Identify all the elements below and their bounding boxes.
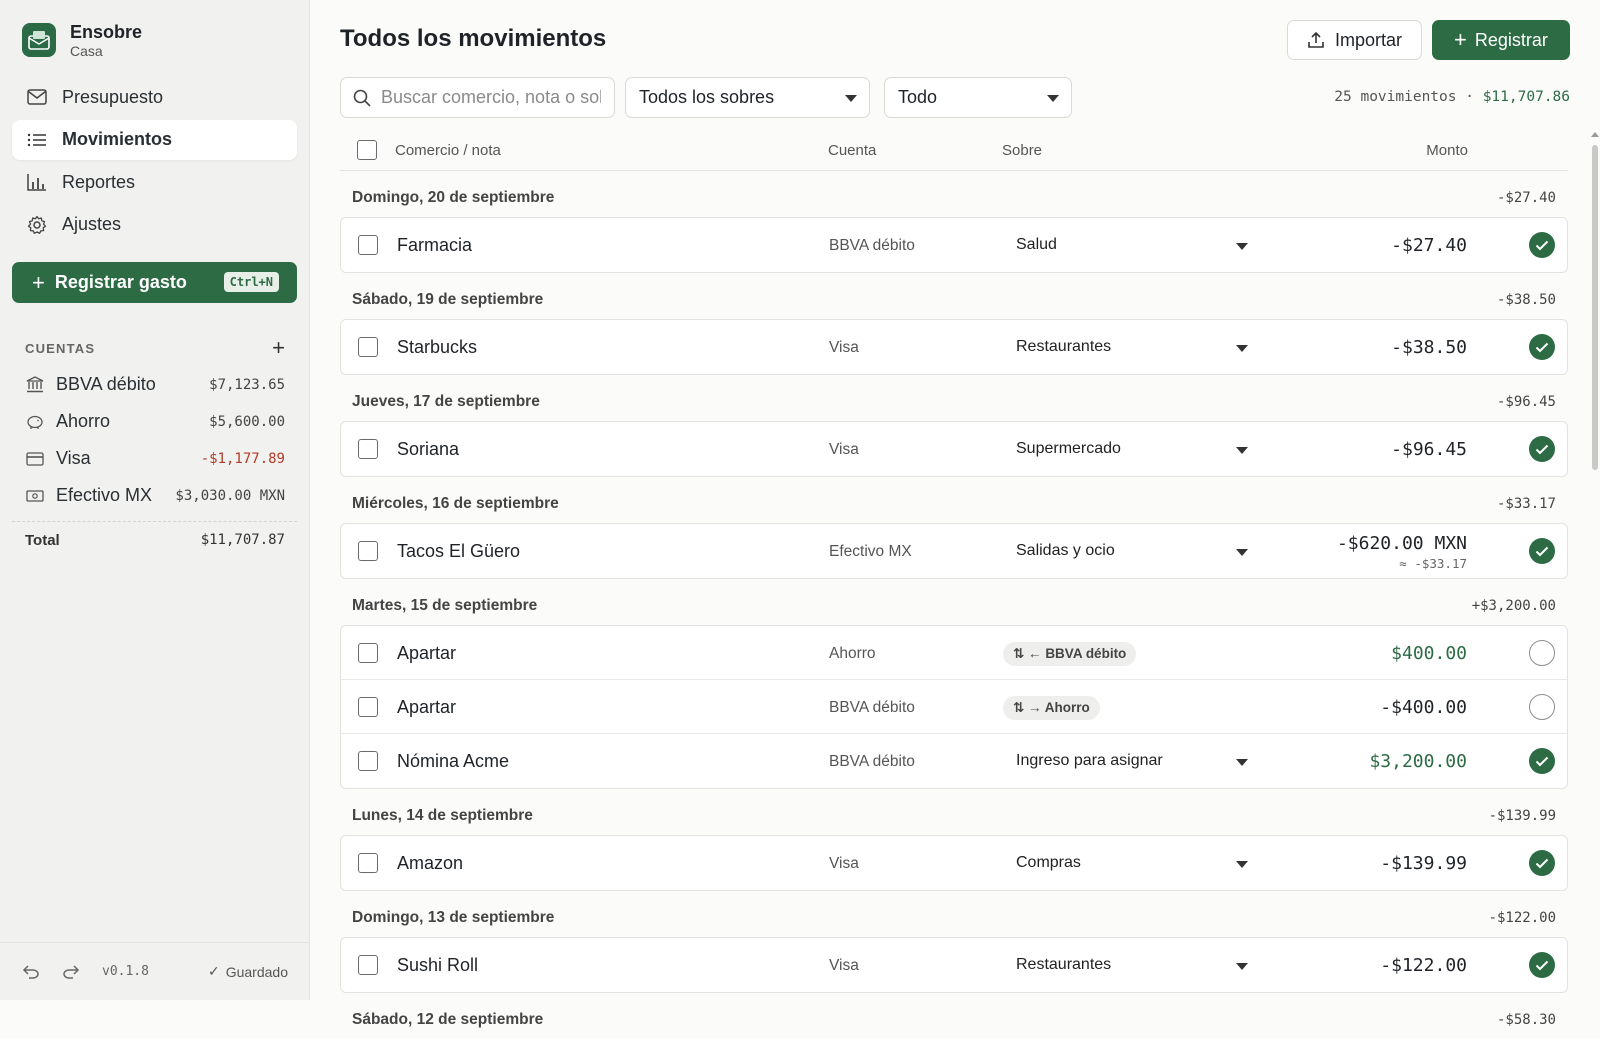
add-account-button[interactable]: + <box>272 335 285 360</box>
date-group-header <box>340 993 1568 1039</box>
gear-icon <box>26 214 48 236</box>
column-amount[interactable]: Monto <box>1426 142 1468 159</box>
group-date: Sábado, 19 de septiembre <box>352 291 544 308</box>
row-checkbox[interactable] <box>358 541 378 561</box>
transfer-badge: ⇅ ← BBVA débito <box>1003 642 1136 666</box>
account-name: Ahorro <box>56 411 111 431</box>
plus-icon: + <box>1454 27 1467 52</box>
nav-label: Presupuesto <box>62 86 164 107</box>
group-date: Sábado, 12 de septiembre <box>352 1011 544 1028</box>
transaction-amount <box>1391 439 1467 460</box>
envelope-value: Restaurantes <box>1016 338 1112 355</box>
type-filter-value: Todo <box>898 87 938 107</box>
amount-value: -$620.00 MXN <box>1336 533 1467 554</box>
envelope-select[interactable] <box>1016 956 1252 978</box>
accounts-header <box>25 337 285 359</box>
date-group-header <box>340 891 1568 937</box>
register-button[interactable] <box>1432 20 1570 60</box>
transaction-row[interactable] <box>341 734 1567 788</box>
workspace-name: Casa <box>70 42 103 59</box>
transaction-groups <box>340 171 1568 1039</box>
envelope-value: Salidas y ocio <box>1016 542 1115 559</box>
transaction-amount <box>1391 235 1467 256</box>
chevron-down-icon <box>1236 549 1248 556</box>
transaction-card <box>340 523 1568 579</box>
group-total: -$58.30 <box>1496 1012 1556 1028</box>
transaction-card <box>340 319 1568 375</box>
merchant-name: Soriana <box>397 439 460 459</box>
results-summary <box>1334 89 1570 105</box>
chevron-down-icon <box>845 95 857 102</box>
scrollbar-thumb[interactable] <box>1592 145 1598 470</box>
transfer-badge: ⇅ → Ahorro <box>1003 696 1100 720</box>
chevron-down-icon <box>1236 345 1248 352</box>
account-name: Visa <box>829 441 859 458</box>
envelope-select[interactable] <box>1016 236 1252 258</box>
account-name: Visa <box>829 855 859 872</box>
account-item-visa[interactable] <box>25 440 285 477</box>
row-checkbox[interactable] <box>358 235 378 255</box>
transaction-row[interactable] <box>341 422 1567 476</box>
cleared-check-icon[interactable] <box>1529 232 1555 258</box>
import-label: Importar <box>1334 29 1403 50</box>
version-label: v0.1.8 <box>102 964 149 979</box>
date-group-header <box>340 375 1568 421</box>
envelope-filter-select[interactable] <box>625 77 870 118</box>
accounts-heading: CUENTAS <box>25 340 96 356</box>
select-all-checkbox[interactable] <box>357 140 377 160</box>
nav-item-reportes[interactable] <box>12 162 297 202</box>
merchant-name: Starbucks <box>397 337 478 357</box>
cash-icon <box>25 490 45 502</box>
date-group-header <box>340 171 1568 217</box>
nav-item-ajustes[interactable] <box>12 205 297 245</box>
date-group-header <box>340 273 1568 319</box>
chevron-down-icon <box>1236 861 1248 868</box>
nav-item-movimientos[interactable] <box>12 120 297 160</box>
type-filter-select[interactable] <box>884 77 1072 118</box>
results-count: 25 movimientos · <box>1334 89 1483 105</box>
amount-value: -$38.50 <box>1391 337 1467 358</box>
envelope-value: Compras <box>1016 854 1081 871</box>
transaction-row[interactable] <box>341 524 1567 578</box>
main-nav <box>12 77 297 247</box>
date-group-header <box>340 789 1568 835</box>
saved-label: Guardado <box>225 963 288 980</box>
envelope-logo-icon <box>22 23 56 57</box>
account-name: Ahorro <box>829 645 876 662</box>
transaction-row[interactable] <box>341 680 1567 734</box>
chevron-down-icon <box>1236 963 1248 970</box>
row-checkbox[interactable] <box>358 439 378 459</box>
plus-icon: + <box>32 269 45 295</box>
account-name: BBVA débito <box>829 753 915 770</box>
transaction-amount <box>1391 643 1467 664</box>
transaction-card <box>340 625 1568 789</box>
sidebar-footer <box>0 942 310 1000</box>
cleared-check-icon[interactable] <box>1529 436 1555 462</box>
accounts-total <box>25 532 285 549</box>
results-total: $11,707.86 <box>1482 89 1570 105</box>
amount-converted: ≈ -$33.17 <box>1399 556 1467 571</box>
group-total: -$122.00 <box>1488 910 1556 926</box>
chevron-down-icon <box>1236 759 1248 766</box>
nav-label: Movimientos <box>62 129 173 149</box>
transaction-row[interactable] <box>341 938 1567 992</box>
merchant-name: Tacos El Güero <box>397 541 521 561</box>
amount-value: -$27.40 <box>1391 235 1467 256</box>
account-balance: $5,600.00 <box>209 413 285 430</box>
group-total: -$96.45 <box>1496 394 1556 410</box>
amount-value: -$122.00 <box>1380 955 1467 976</box>
account-name: BBVA débito <box>829 237 915 254</box>
chevron-down-icon <box>1236 447 1248 454</box>
group-date: Lunes, 14 de septiembre <box>352 807 533 824</box>
total-value: $11,707.87 <box>200 532 285 548</box>
row-checkbox[interactable] <box>358 697 378 717</box>
import-button[interactable] <box>1287 20 1422 60</box>
merchant-name: Apartar <box>397 697 457 717</box>
piggy-bank-icon <box>25 414 45 430</box>
transaction-amount <box>1337 533 1467 571</box>
group-date: Domingo, 20 de septiembre <box>352 189 555 206</box>
accounts-divider <box>12 521 297 522</box>
amount-value: -$96.45 <box>1391 439 1467 460</box>
envelope-select[interactable] <box>1016 542 1252 564</box>
merchant-name: Apartar <box>397 643 457 663</box>
account-item-ahorro[interactable] <box>25 403 285 440</box>
account-balance: $3,030.00 MXN <box>175 487 285 504</box>
cleared-check-icon[interactable] <box>1529 952 1555 978</box>
transaction-amount <box>1391 337 1467 358</box>
group-date: Martes, 15 de septiembre <box>352 597 538 614</box>
transaction-card <box>340 835 1568 891</box>
account-balance: $7,123.65 <box>209 376 285 393</box>
credit-card-icon <box>25 452 45 466</box>
transaction-card <box>340 217 1568 273</box>
amount-value: $400.00 <box>1391 643 1467 664</box>
search-icon <box>353 89 371 107</box>
date-group-header <box>340 579 1568 625</box>
table-header <box>340 131 1568 171</box>
row-checkbox[interactable] <box>358 955 378 975</box>
save-status <box>208 963 288 980</box>
merchant-name: Farmacia <box>397 235 473 255</box>
amount-value: $3,200.00 <box>1369 751 1467 772</box>
group-date: Miércoles, 16 de septiembre <box>352 495 559 512</box>
envelope-select[interactable] <box>1016 854 1252 876</box>
app-name: Ensobre <box>70 22 143 42</box>
account-name: BBVA débito <box>56 374 156 394</box>
cleared-check-icon[interactable] <box>1529 538 1555 564</box>
group-date: Jueves, 17 de septiembre <box>352 393 540 410</box>
register-expense-label: Registrar gasto <box>54 272 187 292</box>
account-list <box>25 366 285 514</box>
account-name: Efectivo MX <box>56 485 153 505</box>
register-expense-button[interactable] <box>12 262 297 303</box>
cleared-check-icon[interactable] <box>1529 334 1555 360</box>
envelope-value: Salud <box>1016 236 1057 253</box>
envelope-select[interactable] <box>1016 752 1252 774</box>
search-input[interactable] <box>381 87 601 108</box>
sidebar <box>0 0 310 1000</box>
account-name: Visa <box>56 448 91 468</box>
group-total: -$139.99 <box>1488 808 1556 824</box>
uncleared-circle-icon[interactable] <box>1529 640 1555 666</box>
page-title: Todos los movimientos <box>340 25 607 52</box>
bar-chart-icon <box>26 171 48 193</box>
account-item-bbva[interactable] <box>25 366 285 403</box>
chevron-down-icon <box>1236 243 1248 250</box>
cleared-check-icon[interactable] <box>1529 748 1555 774</box>
redo-icon[interactable] <box>58 959 84 985</box>
transaction-card <box>340 421 1568 477</box>
bank-icon <box>25 376 45 393</box>
envelope-value: Supermercado <box>1016 440 1121 457</box>
group-total: -$33.17 <box>1496 496 1556 512</box>
group-total: +$3,200.00 <box>1471 598 1556 614</box>
transaction-amount <box>1380 955 1467 976</box>
row-checkbox[interactable] <box>358 337 378 357</box>
row-checkbox[interactable] <box>358 643 378 663</box>
account-name: Efectivo MX <box>829 543 912 560</box>
column-merchant[interactable]: Comercio / nota <box>395 142 501 159</box>
cleared-check-icon[interactable] <box>1529 850 1555 876</box>
account-name: BBVA débito <box>829 699 915 716</box>
column-account[interactable]: Cuenta <box>828 142 877 159</box>
transaction-card <box>340 937 1568 993</box>
uncleared-circle-icon[interactable] <box>1529 694 1555 720</box>
nav-item-presupuesto[interactable] <box>12 77 297 117</box>
envelope-filter-value: Todos los sobres <box>639 87 775 107</box>
nav-label: Reportes <box>62 171 136 192</box>
undo-icon[interactable] <box>18 959 44 985</box>
mail-icon <box>26 86 48 108</box>
shortcut-badge: Ctrl+N <box>224 272 279 292</box>
transaction-amount <box>1380 853 1467 874</box>
date-group-header <box>340 477 1568 523</box>
list-icon <box>26 129 48 151</box>
check-icon: ✓ <box>207 963 220 979</box>
brand <box>22 22 142 59</box>
amount-value: -$139.99 <box>1380 853 1467 874</box>
search-box[interactable] <box>340 77 615 118</box>
envelope-value: Ingreso para asignar <box>1016 752 1163 769</box>
row-checkbox[interactable] <box>358 853 378 873</box>
register-label: Registrar <box>1474 29 1548 50</box>
scroll-up-arrow[interactable] <box>1591 132 1599 137</box>
upload-icon <box>1307 31 1325 49</box>
transaction-amount <box>1369 751 1467 772</box>
transaction-amount <box>1380 697 1467 718</box>
row-checkbox[interactable] <box>358 751 378 771</box>
group-total: -$38.50 <box>1496 292 1556 308</box>
merchant-name: Sushi Roll <box>397 955 479 975</box>
chevron-down-icon <box>1047 95 1059 102</box>
transaction-row[interactable] <box>341 218 1567 272</box>
envelope-select[interactable] <box>1016 440 1252 462</box>
nav-label: Ajustes <box>62 214 122 234</box>
amount-value: -$400.00 <box>1380 697 1467 718</box>
transaction-row[interactable] <box>341 836 1567 890</box>
column-envelope[interactable]: Sobre <box>1002 142 1043 159</box>
account-name: Visa <box>829 957 859 974</box>
main-content <box>310 0 1600 1028</box>
account-item-efectivo[interactable] <box>25 477 285 514</box>
account-balance: -$1,177.89 <box>200 450 285 467</box>
merchant-name: Nómina Acme <box>397 751 510 771</box>
transaction-row[interactable] <box>341 320 1567 374</box>
group-date: Domingo, 13 de septiembre <box>352 909 555 926</box>
transaction-row[interactable] <box>341 626 1567 680</box>
total-label: Total <box>25 532 60 549</box>
group-total: -$27.40 <box>1496 190 1556 206</box>
envelope-select[interactable] <box>1016 338 1252 360</box>
envelope-value: Restaurantes <box>1016 956 1112 973</box>
account-name: Visa <box>829 339 859 356</box>
merchant-name: Amazon <box>397 853 464 873</box>
